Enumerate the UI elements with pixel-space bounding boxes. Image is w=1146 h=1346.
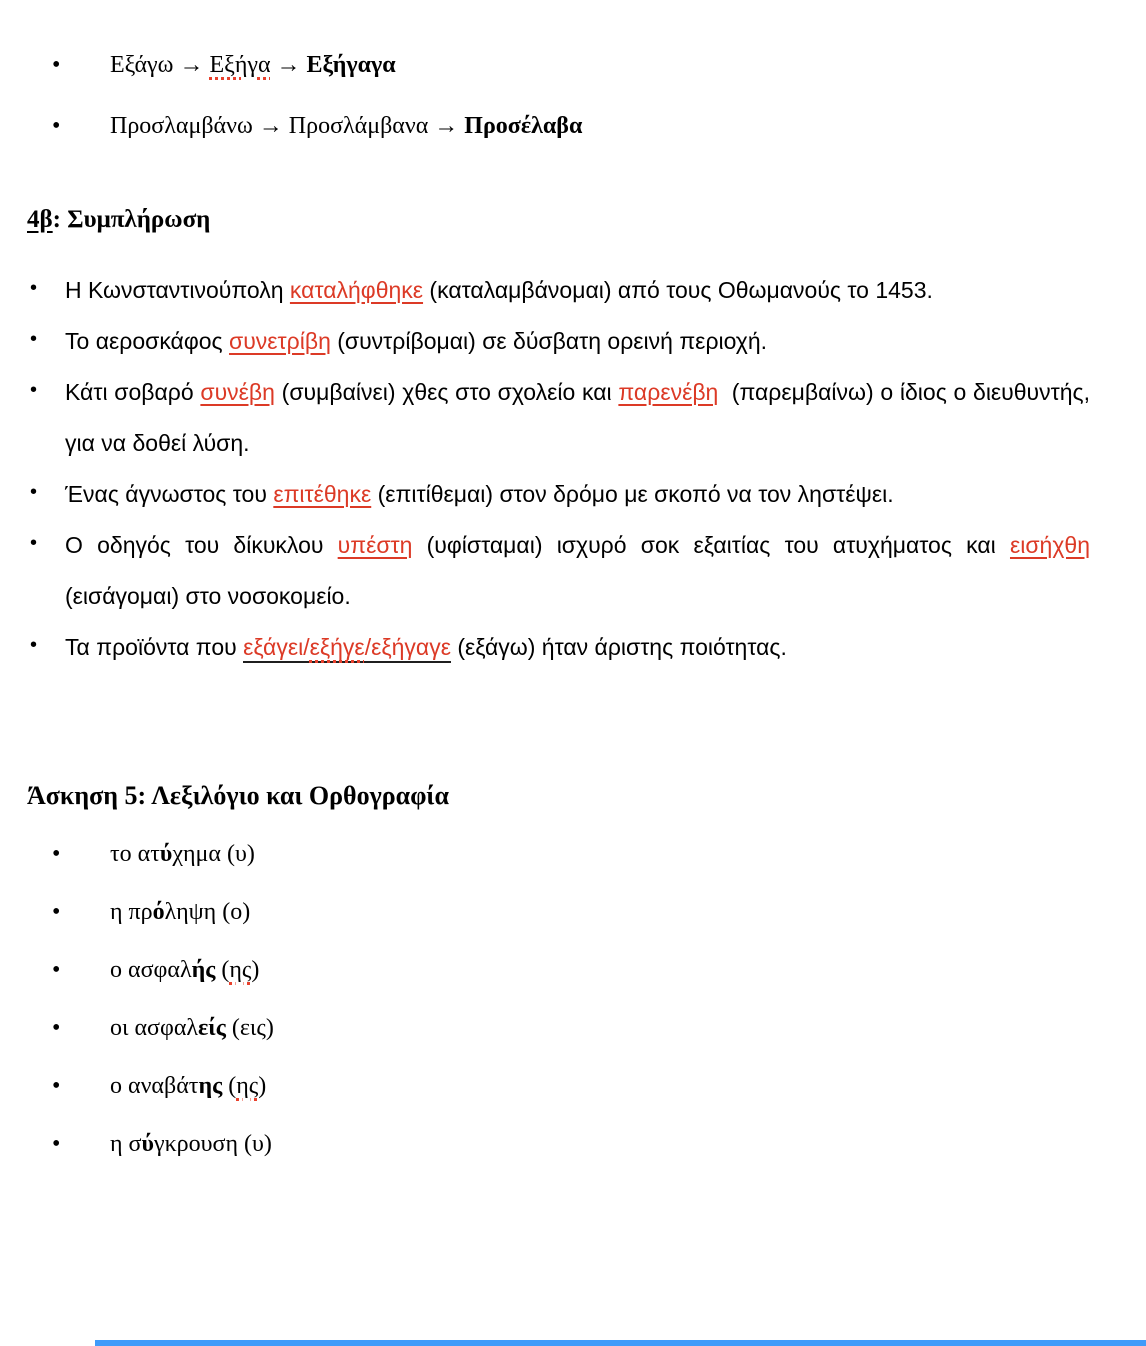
- text-segment: εισήχθη: [1009, 532, 1090, 558]
- text-segment: (καταλαμβάνομαι) από τους Οθωμανούς το 1453.: [423, 277, 933, 303]
- text-segment: Προσλαμβάνω → Προσλάμβανα →: [110, 113, 465, 139]
- text-segment: Το αεροσκάφος: [65, 328, 230, 354]
- text-segment: η σ: [110, 1131, 142, 1157]
- text-segment: (εις): [225, 1015, 274, 1041]
- list-item: [50, 839, 1146, 869]
- text-segment: (συμβαίνει) χθες στο σχολείο και: [274, 379, 619, 405]
- text-segment: ής: [191, 957, 216, 983]
- text-segment: το ατ: [110, 841, 160, 867]
- text-segment: ο αναβάτ: [110, 1073, 199, 1099]
- text-segment: εξάγει/: [243, 634, 309, 663]
- text-segment: ης: [229, 957, 252, 983]
- list-item: [50, 1129, 1146, 1159]
- text-segment: ης: [198, 1073, 223, 1099]
- text-segment: (υφίσταμαι) ισχυρό σοκ εξαιτίας του ατυχήματος και: [412, 532, 1010, 558]
- text-segment: Προσέλαβα: [464, 113, 583, 139]
- list-item: [30, 367, 1097, 469]
- text-segment: (: [215, 957, 230, 983]
- text-segment: (εισάγομαι) στο νοσοκομείο.: [65, 532, 1097, 609]
- section-heading-exercise5: Άσκηση 5: Λεξιλόγιο και Ορθογραφία: [27, 781, 449, 810]
- text-segment: καταλήφθηκε: [289, 277, 424, 303]
- text-segment: Εξάγω →: [110, 52, 210, 78]
- text-segment: οι ασφαλ: [110, 1015, 199, 1041]
- text-segment: είς: [198, 1015, 226, 1041]
- text-segment: ύ: [159, 841, 173, 867]
- text-segment: ύ: [141, 1131, 154, 1157]
- text-segment: ): [258, 1073, 267, 1099]
- text-segment: υπέστη: [337, 532, 413, 558]
- text-segment: ): [251, 957, 260, 983]
- text-segment: παρενέβη: [618, 379, 719, 405]
- text-segment: (: [222, 1073, 237, 1099]
- list-item: [50, 1013, 1146, 1043]
- text-segment: (συντρίβομαι) σε δύσβατη ορεινή περιοχή.: [330, 328, 768, 354]
- text-segment: /εξήγαγε: [365, 634, 451, 663]
- text-segment: Εξήγαγα: [306, 52, 396, 78]
- text-segment: Ένας άγνωστος του: [65, 481, 274, 507]
- text-segment: συνετρίβη: [229, 328, 331, 354]
- text-segment: εξήγε: [310, 634, 365, 663]
- text-segment: γκρουση (υ): [153, 1131, 272, 1157]
- text-segment: Κάτι σοβαρό: [65, 379, 201, 405]
- text-segment: ης: [236, 1073, 259, 1099]
- text-segment: Η Κωνσταντινούπολη: [65, 277, 290, 303]
- bottom-horizontal-scrollbar[interactable]: [95, 1340, 1146, 1346]
- text-segment: χημα (υ): [172, 841, 255, 867]
- list-item: [30, 622, 1090, 673]
- list-item: [30, 469, 1090, 520]
- text-segment: : Συμπλήρωση: [52, 206, 211, 233]
- text-segment: (παρεμβαίνω) ο ίδιος ο διευθυντής, για να δοθεί λύση.: [65, 379, 1097, 456]
- list-item: [50, 111, 1146, 141]
- list-item: [30, 316, 1090, 367]
- text-segment: →: [270, 52, 307, 78]
- vocabulary-list: [50, 839, 1146, 1159]
- text-segment: (επιτίθεμαι) στον δρόμο με σκοπό να τον ληστέψει.: [371, 481, 894, 507]
- text-segment: (εξάγω) ήταν άριστης ποιότητας.: [451, 634, 787, 660]
- list-item: [50, 50, 1146, 80]
- list-item: [30, 265, 1090, 316]
- list-item: [50, 1071, 1146, 1101]
- list-item: [50, 955, 1146, 985]
- text-segment: Εξήγα: [209, 52, 271, 78]
- text-segment: 4β: [27, 206, 53, 233]
- text-segment: η πρ: [110, 899, 153, 925]
- verb-arrow-list: [50, 50, 1146, 141]
- text-segment: Τα προϊόντα που: [65, 634, 244, 660]
- list-item: [50, 897, 1146, 927]
- text-segment: ληψη (ο): [164, 899, 251, 925]
- text-segment: ό: [152, 899, 165, 925]
- list-item: [30, 520, 1097, 622]
- text-segment: συνέβη: [200, 379, 275, 405]
- fill-in-sentence-list: [30, 265, 1097, 673]
- text-segment: επιτέθηκε: [273, 481, 372, 507]
- text-segment: Ο οδηγός του δίκυκλου: [65, 532, 338, 558]
- section-heading-4b: [27, 205, 1146, 235]
- text-segment: ο ασφαλ: [110, 957, 192, 983]
